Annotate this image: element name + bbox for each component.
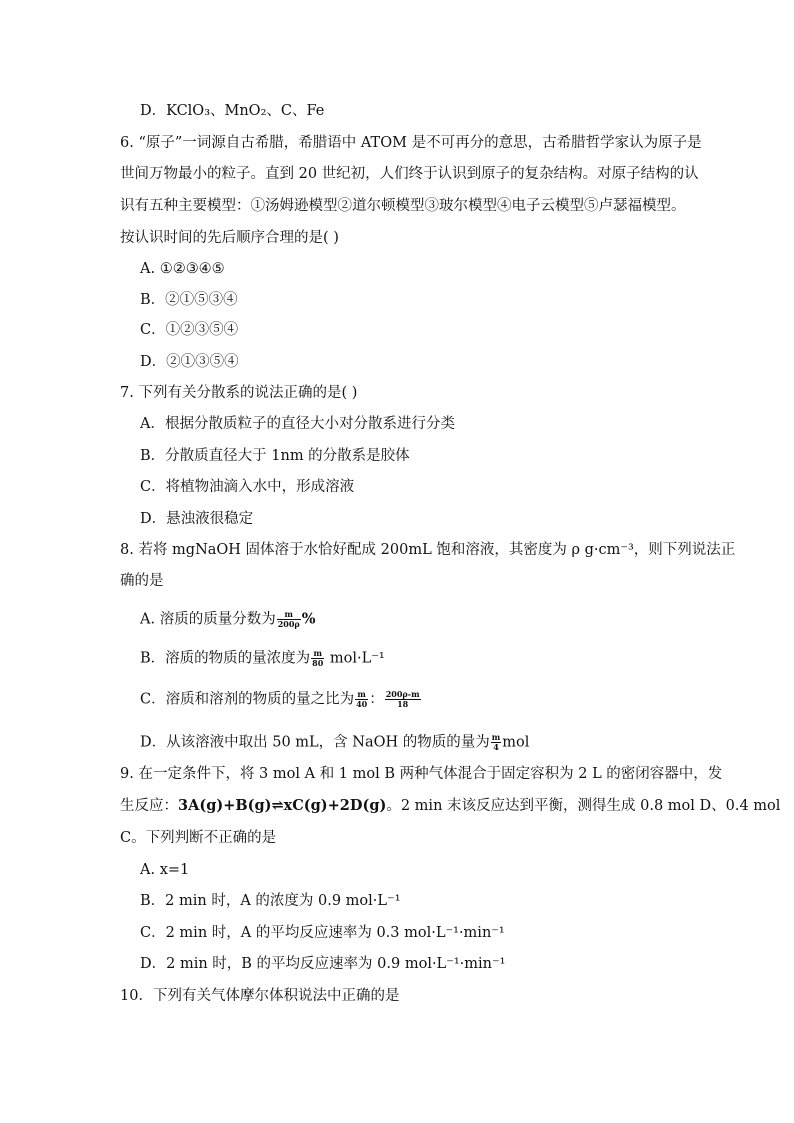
q8-option-d-text: D．从该溶液中取出 50 mL，含 NaOH 的物质的量为: [140, 734, 490, 751]
q8-option-c-fraction-2: $\frac{200\rho-m}{18}$: [385, 689, 420, 709]
q8-option-b-suffix: mol·L⁻¹: [325, 650, 385, 667]
q8-option-a-fraction: $\frac{m}{200\rho}$: [277, 609, 300, 629]
q9-stem-line2-start: 生反应：: [120, 798, 178, 814]
q7-option-b: B．分散质直径大于 1nm 的分散系是胶体: [140, 448, 410, 464]
q8-option-c-text: C．溶质和溶剂的物质的量之比为: [140, 691, 355, 708]
q10-stem: 10．下列有关气体摩尔体积说法中正确的是: [120, 988, 400, 1004]
q8-option-b-fraction: $\frac{m}{80}$: [312, 648, 324, 668]
q9-stem-line2-end: 。2 min 末该反应达到平衡，测得生成 0.8 mol D、0.4 mol: [386, 798, 781, 814]
q9-option-d: D．2 min 时，B 的平均反应速率为 0.9 mol·L⁻¹·min⁻¹: [140, 956, 506, 972]
q9-option-b: B．2 min 时，A 的浓度为 0.9 mol·L⁻¹: [140, 893, 401, 909]
q8-option-a-suffix: %: [301, 610, 316, 628]
q8-option-c-separator: ：: [369, 691, 384, 708]
q6-stem-line4: 按认识时间的先后顺序合理的是( ): [120, 230, 339, 246]
q8-option-d: [140, 733, 529, 752]
q8-option-a: [140, 610, 316, 629]
q7-option-d: D．悬浊液很稳定: [140, 511, 254, 527]
q9-stem-line2: [120, 797, 780, 815]
q9-stem-line1: 9. 在一定条件下，将 3 mol A 和 1 mol B 两种气体混合于固定容积为 2 L 的密闭容器中，发: [120, 766, 723, 782]
q6-stem-line1: 6. “原子”一词源自古希腊，希腊语中 ATOM 是不可再分的意思，古希腊哲学家认为原子是: [120, 135, 702, 151]
q7-option-c: C．将植物油滴入水中，形成溶液: [140, 479, 355, 495]
q9-reaction-equation: 3A(g)+B(g)⇌xC(g)+2D(g): [178, 797, 387, 814]
q6-stem-line3: 识有五种主要模型：①汤姆逊模型②道尔顿模型③玻尔模型④电子云模型⑤卢瑟福模型。: [120, 198, 686, 214]
q6-option-d: D．②①③⑤④: [140, 354, 239, 370]
q6-option-c: C．①②③⑤④: [140, 322, 239, 338]
q8-stem-line1: 8. 若将 mgNaOH 固体溶于水恰好配成 200mL 饱和溶液，其密度为 ρ g·cm⁻³，则下列说法正: [120, 542, 736, 558]
q8-option-c: [140, 690, 422, 709]
q9-option-a: A. x=1: [140, 862, 190, 878]
q6-option-b: B．②①⑤③④: [140, 292, 238, 308]
q8-option-b-text: B．溶质的物质的量浓度为: [140, 650, 311, 667]
q7-stem: 7. 下列有关分散系的说法正确的是( ): [120, 385, 358, 401]
q9-stem-line3: C。下列判断不正确的是: [120, 830, 277, 846]
q8-option-d-suffix: mol: [502, 734, 530, 751]
q8-stem-line2: 确的是: [120, 573, 164, 589]
q8-option-c-fraction-1: $\frac{m}{40}$: [356, 689, 368, 709]
q7-option-a: A．根据分散质粒子的直径大小对分散系进行分类: [140, 416, 455, 432]
q8-option-b: [140, 649, 385, 668]
q8-option-a-text: A. 溶质的质量分数为: [140, 611, 276, 628]
q6-stem-line2: 世间万物最小的粒子。直到 20 世纪初，人们终于认识到原子的复杂结构。对原子结构的认: [120, 166, 699, 182]
q8-option-d-fraction: $\frac{m}{4}$: [491, 732, 501, 752]
q6-option-a: A. ①②③④⑤: [140, 261, 225, 277]
q9-option-c: C．2 min 时，A 的平均反应速率为 0.3 mol·L⁻¹·min⁻¹: [140, 925, 505, 941]
q5-option-d: D．KClO₃、MnO₂、C、Fe: [140, 103, 325, 119]
